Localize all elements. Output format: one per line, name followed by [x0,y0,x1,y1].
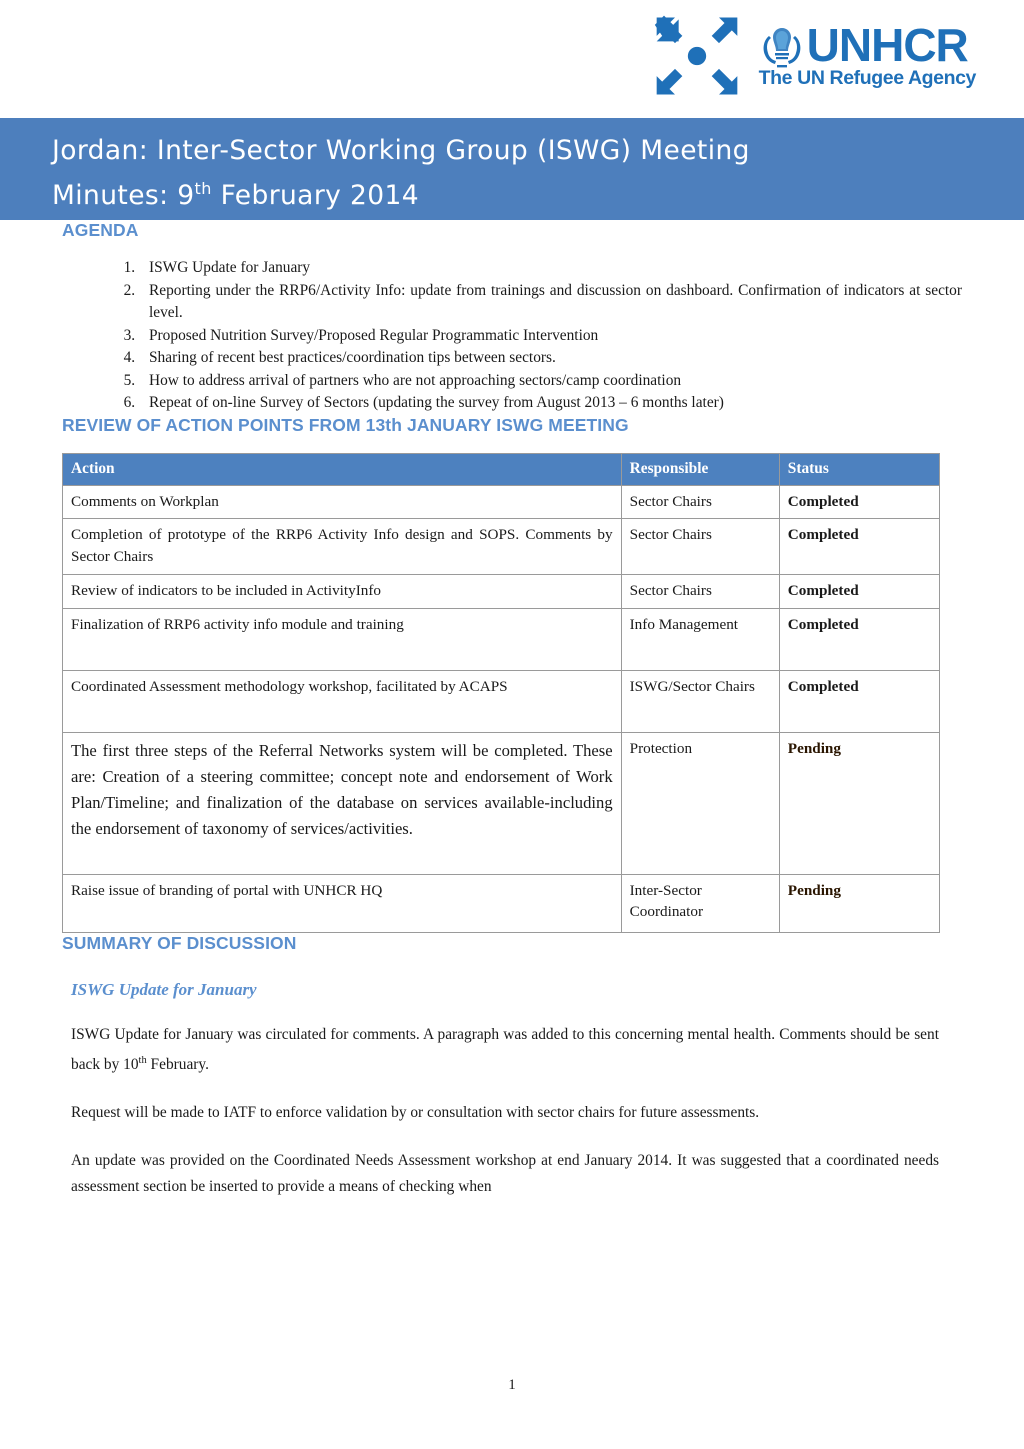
status-badge: Completed [779,519,939,575]
table-row [63,519,940,575]
column-header-responsible: Responsible [621,453,779,485]
banner-line-2-superscript: th [194,179,212,198]
banner-line-1: Jordan: Inter-Sector Working Group (ISWG) Meeting [52,135,750,166]
agenda-item: 1. ISWG Update for January [139,257,962,280]
cell-responsible: Sector Chairs [621,519,779,575]
unhcr-wordmark [758,19,976,90]
document-header [0,0,1024,118]
agenda-item: 6. Repeat of on-line Survey of Sectors (updating the survey from August 2013 – 6 months later) [139,392,962,415]
cell-responsible: Info Management [621,608,779,670]
summary-paragraph-2: Request will be made to IATF to enforce validation by or consultation with sector chairs for future assessments. [71,1103,760,1121]
cell-action: Coordinated Assessment methodology workshop, facilitated by ACAPS [63,670,622,732]
banner-line-2-suffix: February 2014 [211,179,420,211]
table-row [63,608,940,670]
four-arrows-inward-icon [651,12,743,100]
agenda-item: 5. How to address arrival of partners who are not approaching sectors/camp coordination [139,370,962,393]
cell-responsible: Inter-Sector Coordinator [621,874,779,932]
paragraph-1-prefix: ISWG Update for January was circulated for comments. A paragraph was added to this concerning mental health. Comments should be sent back by 10 [71,1025,939,1073]
status-badge: Completed [779,608,939,670]
banner-line-2 [52,170,1024,215]
cell-action: Comments on Workplan [63,485,622,519]
column-header-action: Action [63,453,622,485]
status-badge: Pending [779,732,939,874]
agenda-list [62,257,962,415]
column-header-status: Status [779,453,939,485]
brand-tagline: The UN Refugee Agency [758,67,976,90]
table-row [63,485,940,519]
cell-action: Completion of prototype of the RRP6 Activity Info design and SOPS. Comments by Sector Chairs [63,519,622,575]
review-heading: REVIEW OF ACTION POINTS FROM 13th JANUARY ISWG MEETING [62,414,629,435]
summary-paragraph-3: An update was provided on the Coordinated Needs Assessment workshop at end January 2014. It was suggested that a coordinated needs assessment section be inserted to provide a means of checking when [71,1151,939,1195]
page-number: 1 [508,1377,516,1393]
unhcr-logo [651,12,976,100]
cell-action: Finalization of RRP6 activity info module and training [63,608,622,670]
cell-action: The first three steps of the Referral Networks system will be completed. These are: Creation of a steering committee; concept note and endorsement of Work Plan/Timeline; and finalization of the database on services available-including the endorsement of taxonomy of services/activities. [63,732,622,874]
action-points-table [62,453,940,933]
banner-line-2-prefix: Minutes: 9 [52,179,195,211]
un-laurel-emblem-icon [759,24,805,68]
table-row [63,874,940,932]
paragraph-1-suffix: February. [146,1055,209,1073]
summary-subheading: ISWG Update for January [71,979,257,999]
table-row [63,732,940,874]
document-body [0,220,1024,1200]
status-badge: Completed [779,670,939,732]
agenda-item: 3. Proposed Nutrition Survey/Proposed Regular Programmatic Intervention [139,325,962,348]
status-badge: Completed [779,575,939,609]
summary-paragraph-1 [71,1022,939,1078]
cell-responsible: Sector Chairs [621,575,779,609]
agenda-item: 4. Sharing of recent best practices/coordination tips between sectors. [139,347,962,370]
table-row [63,670,940,732]
cell-responsible: Protection [621,732,779,874]
summary-heading: SUMMARY OF DISCUSSION [62,932,297,953]
status-badge: Pending [779,874,939,932]
table-row [63,575,940,609]
title-banner [0,118,1024,220]
cell-responsible: Sector Chairs [621,485,779,519]
brand-name: UNHCR [806,19,968,72]
cell-action: Review of indicators to be included in ActivityInfo [63,575,622,609]
agenda-item: 2. Reporting under the RRP6/Activity Info: update from trainings and discussion on dashboard. Confirmation of indicators at sector level. [139,280,962,325]
status-badge: Completed [779,485,939,519]
paragraph-1-superscript: th [138,1054,147,1066]
cell-responsible: ISWG/Sector Chairs [621,670,779,732]
cell-action: Raise issue of branding of portal with UNHCR HQ [63,874,622,932]
table-header-row [63,453,940,485]
agenda-heading: AGENDA [62,220,139,240]
